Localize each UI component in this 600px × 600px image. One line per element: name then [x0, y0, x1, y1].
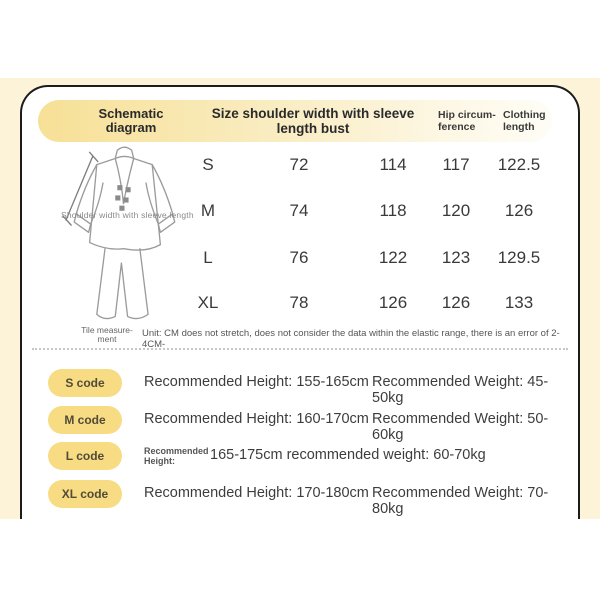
bust-value: 118 [379, 201, 407, 220]
recommendation-row-m [22, 406, 578, 443]
size-code-pill-s: S code [48, 369, 122, 397]
recommended-weight: Recommended Weight: 50-60kg [372, 411, 549, 443]
size-label: L [203, 248, 213, 267]
size-code-pill-l: L code [48, 442, 122, 470]
unit-note-row [22, 325, 578, 350]
recommendation-row-s [22, 369, 578, 406]
table-row-xl [22, 291, 578, 315]
hip-value: 126 [441, 293, 471, 312]
table-header-band [38, 100, 552, 142]
bust-value: 126 [378, 293, 408, 312]
bust-value: 122 [378, 248, 408, 267]
schematic-header-line2: diagram [105, 120, 157, 135]
recommended-height-weight: 165-175cm recommended weight: 60-70kg [210, 447, 486, 463]
shoulder-value: 72 [289, 155, 309, 174]
shoulder-value: 76 [289, 248, 309, 267]
size-code-pill-m: M code [48, 406, 122, 434]
length-value: 122.5 [497, 155, 541, 174]
size-label: M [200, 201, 216, 220]
bust-value: 114 [379, 155, 407, 174]
size-code-pill-xl: XL code [48, 480, 122, 508]
size-label: XL [197, 293, 219, 312]
hip-value: 120 [441, 201, 471, 220]
shoulder-value: 78 [289, 293, 309, 312]
tile-measurement-label: Tile measure- ment [81, 325, 133, 345]
column-header-hip-circumference: Hip circum- ference [438, 108, 496, 133]
recommendation-row-xl [22, 480, 578, 517]
recommended-weight: Recommended Weight: 70-80kg [372, 485, 549, 517]
dotted-divider [32, 348, 568, 350]
recommended-height: Recommended Height: 155-165cm [144, 374, 369, 390]
length-value: 133 [504, 293, 534, 312]
shoulder-value: 74 [289, 201, 309, 220]
table-row-s [22, 153, 578, 177]
hip-value: 117 [442, 155, 470, 174]
recommended-height-label: Recommended Height: [144, 446, 209, 467]
recommended-weight: Recommended Weight: 45-50kg [372, 374, 549, 406]
length-value: 129.5 [497, 248, 541, 267]
schematic-header-line1: Schematic [98, 105, 164, 121]
column-header-schematic-diagram [76, 100, 186, 142]
size-label: S [202, 155, 214, 174]
column-header-clothing-length: Clothing length [503, 108, 546, 133]
column-header-size-shoulder-bust: Size shoulder width with sleeve length bust [211, 106, 415, 136]
recommended-height: Recommended Height: 160-170cm [144, 411, 369, 427]
table-row-m [22, 199, 578, 223]
unit-note-text: Unit: CM does not stretch, does not consider the data within the elastic range, there is an error of 2-4CM- [142, 328, 560, 350]
size-chart-card [20, 85, 580, 519]
length-value: 126 [504, 201, 534, 220]
recommended-height: Recommended Height: 170-180cm [144, 485, 369, 501]
diagram-measurement-label: Shoulder width with sleeve length [61, 210, 194, 220]
table-row-l [22, 246, 578, 270]
hip-value: 123 [441, 248, 471, 267]
recommendation-row-l [22, 442, 578, 472]
